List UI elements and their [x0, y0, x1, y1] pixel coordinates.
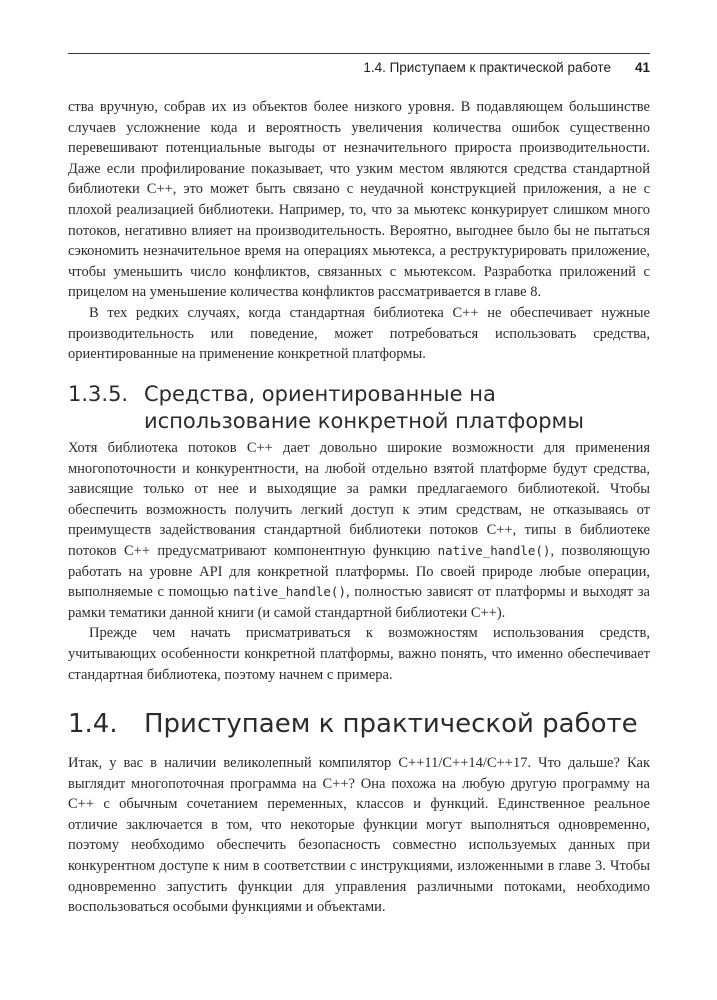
intro-paragraph-1: ства вручную, собрав их из объектов более низкого уровня. В подавляющем большинстве случаев усложнение кода и вероятность увеличения количества ошибок существенно перевешивают потенциальные выгоды от незначительного прироста производительности. Даже если профилирование показывает, что узким местом являются средства стандартной библиотеки C++, это может быть связано с неудачной конструкцией приложения, а не с плохой реализацией библиотеки. Например, то, что за мьютекс конкурирует слишком много потоков, негативно влияет на производительность. Вероятно, выгоднее было бы не пытаться сэкономить незначительное время на операциях мьютекса, а реструктурировать приложение, чтобы уменьшить число конфликтов, связанных с мьютексом. Разработка приложений с прицелом на уменьшение количества конфликтов рассматривается в главе 8.	[68, 99, 650, 301]
section-1-4-paragraph-1: Итак, у вас в наличии великолепный компилятор C++11/C++14/C++17. Что дальше? Как выглядит многопоточная программа на C++? Она похожа на любую другую программу на C++ с обычным сочетанием переменных, классов и функций. Единственное реальное отличие заключается в том, что некоторые функции могут выполняться одновременно, поэтому необходимо обеспечить безопасность совместно используемых данных при конкурентном доступе к ним в соответствии с инструкциями, изложенными в главе 3. Чтобы одновременно запустить функции для управления различными потоками, необходимо воспользоваться особыми функциями и объектами.	[68, 755, 650, 916]
page-number: 41	[634, 60, 650, 75]
section-1-3-5-number: 1.3.5.	[68, 382, 129, 406]
code-native-handle: native_handle()	[437, 542, 551, 558]
section-1-4-text	[68, 753, 650, 918]
paragraph-text: , полностью зависят от платформы и выходят за рамки тематики данной книги (и самой стандартной библиотеки C++).	[68, 584, 650, 621]
section-1-3-5-title: Средства, ориентированные на использование конкретной платформы	[144, 382, 584, 433]
section-1-3-5-text	[68, 438, 650, 685]
code-native-handle: native_handle()	[233, 584, 346, 600]
section-1-4-heading	[68, 708, 650, 740]
intro-paragraph-2: В тех редких случаях, когда стандартная библиотека C++ не обеспечивает нужные производительность или поведение, может потребоваться использовать средства, ориентированные на применение конкретной платформы.	[68, 304, 650, 363]
section-1-4-number: 1.4.	[68, 709, 118, 739]
section-1-3-5-heading	[68, 381, 650, 435]
running-head-title: 1.4. Приступаем к практической работе	[363, 60, 611, 75]
header-rule	[68, 53, 650, 54]
paragraph-text: Хотя библиотека потоков C++ дает довольно широкие возможности для применения многопоточности и конкурентности, на любой отдельно взятой платформе будут средства, зависящие только от нее и выходящие за рамки предлагаемого библиотекой. Чтобы обеспечить возможность получить легкий доступ к этим средствам, не отказываясь от преимуществ задействования стандартной библиотеки потоков C++, типы в библиотеке потоков C++ предусматривают компонентную функцию	[68, 440, 650, 559]
section-1-4-title: Приступаем к практической работе	[144, 709, 638, 739]
section-1-3-5-paragraph-2: Прежде чем начать присматриваться к возможностям использования средств, учитывающих особенности конкретной платформы, важно понять, что именно обеспечивает стандартная библиотека, поэтому начнем с примера.	[68, 625, 650, 683]
paragraph-text: , позволяющую работать на уровне API для конкретной платформы. По своей природе любые операции, выполняемые с помощью	[68, 542, 650, 601]
section-1-3-5-paragraph-1	[68, 438, 650, 623]
running-head	[363, 60, 650, 75]
intro-text	[68, 97, 650, 365]
